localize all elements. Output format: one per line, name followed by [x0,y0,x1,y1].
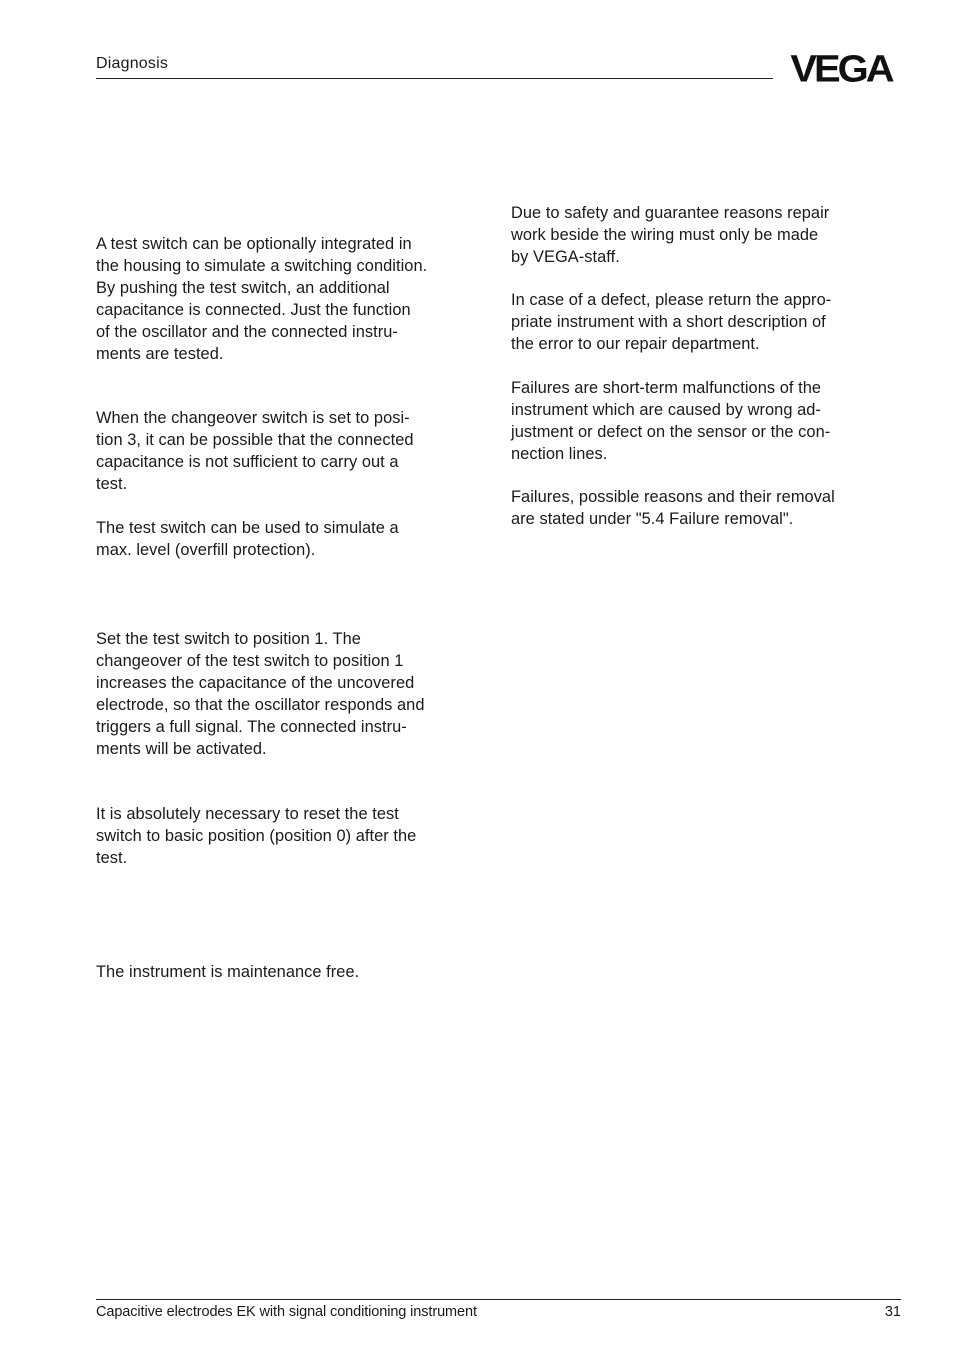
paragraph-changeover-position-3: When the changeover switch is set to posi- tion 3, it can be possible that the connected capacitance is not sufficient to carry out a test. [96,409,414,493]
left-column-block-5 [96,804,488,870]
footer-document-title: Capacitive electrodes EK with signal conditioning instrument [96,1304,477,1320]
left-column-block-4 [96,629,488,760]
right-column-block-1 [511,203,893,269]
paragraph-maintenance: The instrument is maintenance free. [96,963,360,981]
paragraph-test-procedure: Set the test switch to position 1. The changeover of the test switch to position 1 increases the capacitance of the uncovered electrode, so that the oscillator responds and triggers a full signal. The connected instru- ments will be activated. [96,630,425,758]
right-column-block-2 [511,290,893,356]
right-column-block-3 [511,378,893,466]
paragraph-failure-removal-reference: Failures, possible reasons and their removal are stated under "5.4 Failure removal". [511,488,835,528]
vega-logo [780,50,902,86]
paragraph-failures-definition: Failures are short-term malfunctions of the instrument which are caused by wrong ad- justment or defect on the sensor or the con- nection lines. [511,379,831,463]
right-column-block-4 [511,487,893,531]
paragraph-overfill-protection: The test switch can be used to simulate a max. level (overfill protection). [96,519,399,559]
header-divider [96,78,773,79]
page-section-title: Diagnosis [96,55,169,72]
paragraph-test-switch-intro: A test switch can be optionally integrated in the housing to simulate a switching condition. By pushing the test switch, an additional capacitance is connected. Just the function of the oscillator and the connected instru- ments are tested. [96,235,428,363]
paragraph-return-instrument: In case of a defect, please return the appro- priate instrument with a short description of the error to our repair department. [511,291,832,353]
page-number: 31 [884,1304,901,1320]
paragraph-reset-warning: It is absolutely necessary to reset the test switch to basic position (position 0) after the test. [96,805,417,867]
left-column-block-3 [96,518,488,562]
paragraph-repair-safety: Due to safety and guarantee reasons repair work beside the wiring must only be made by VEGA-staff. [511,204,830,266]
left-column-block-6 [96,962,488,984]
footer-divider [96,1299,901,1300]
left-column-block-2 [96,408,488,496]
vega-logo-text: VEGA [790,50,892,86]
left-column [96,234,488,365]
